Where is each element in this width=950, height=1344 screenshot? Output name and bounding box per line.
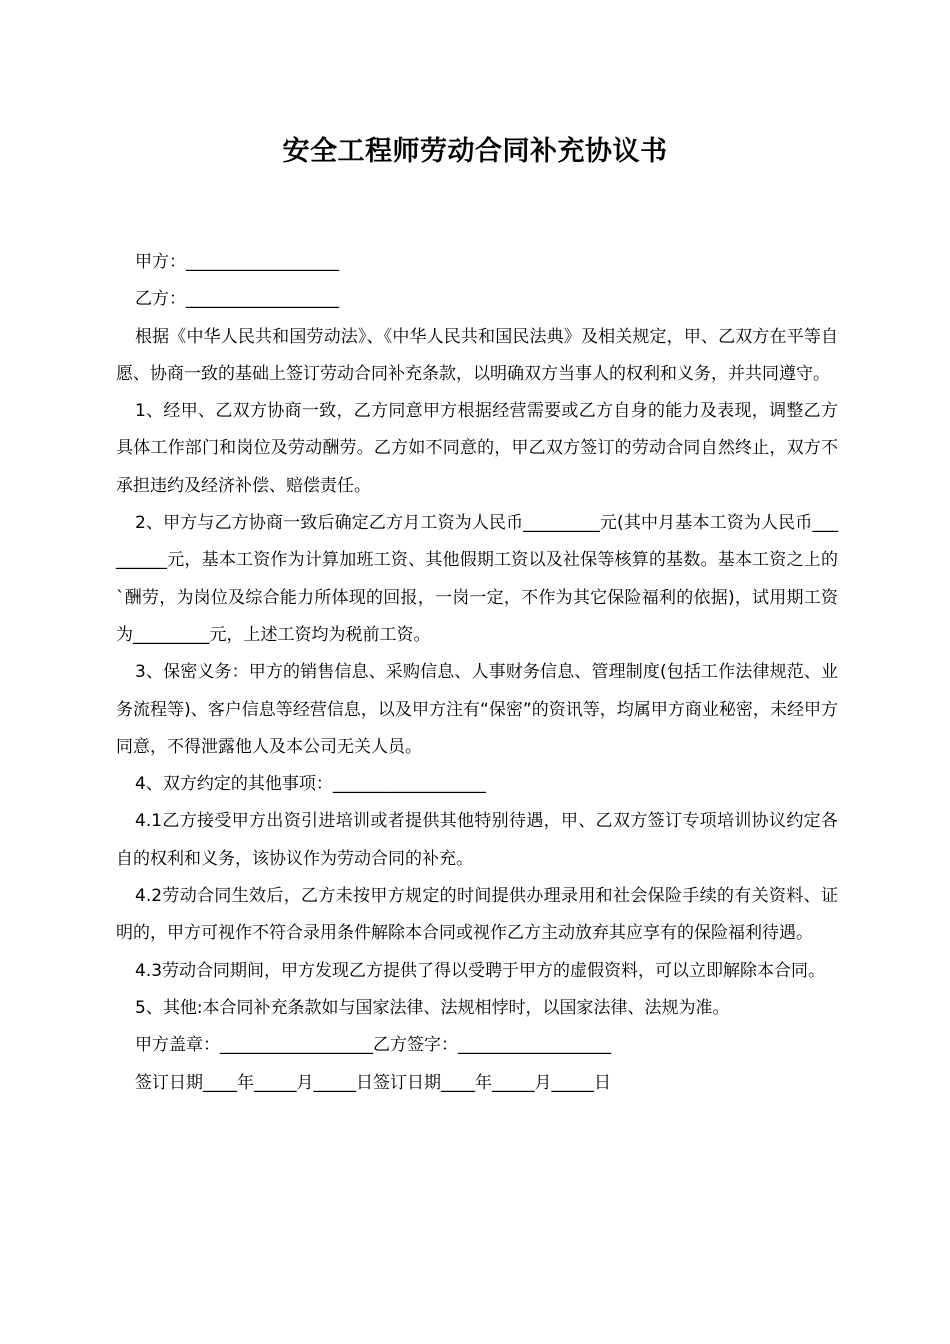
clause-4-paragraph: 4、双方约定的其他事项：__________________	[135, 774, 486, 795]
party-a-line: 甲方：__________________	[135, 252, 339, 272]
party-b-line: 乙方：__________________	[135, 289, 339, 310]
clause-4-3-paragraph: 4.3劳动合同期间，甲方发现乙方提供了得以受聘于甲方的虚假资料，可以立即解除本合同。	[135, 960, 826, 981]
document-body	[116, 244, 838, 1102]
clause-5-paragraph: 5、其他:本合同补充条款如与国家法律、法规相悖时，以国家法律、法规为准。	[135, 997, 730, 1018]
signature-line: 甲方盖章：__________________乙方签字：__________________	[135, 1035, 611, 1056]
clause-4-2-paragraph: 4.2劳动合同生效后，乙方未按甲方规定的时间提供办理录用和社会保险手续的有关资料、证明的，甲方可视作不符合录用条件解除本合同或视作乙方主动放弃其应享有的保险福利待遇。	[116, 886, 838, 944]
preamble-paragraph: 根据《中华人民共和国劳动法》、《中华人民共和国民法典》及相关规定，甲、乙双方在平等自愿、协商一致的基础上签订劳动合同补充条款，以明确双方当事人的权利和义务，并共同遵守。	[116, 326, 838, 384]
clause-1-paragraph: 1、经甲、乙双方协商一致，乙方同意甲方根据经营需要或乙方自身的能力及表现，调整乙方具体工作部门和岗位及劳动酬劳。乙方如不同意的，甲乙双方签订的劳动合同自然终止，双方不承担违约及经济补偿、赔偿责任。	[116, 401, 838, 496]
document-title: 安全工程师劳动合同补充协议书	[282, 136, 668, 167]
clause-3-paragraph: 3、保密义务：甲方的销售信息、采购信息、人事财务信息、管理制度(包括工作法律规范、业务流程等)、客户信息等经营信息，以及甲方注有“保密”的资讯等，均属甲方商业秘密，未经甲方同意，不得泄露他人及本公司无关人员。	[116, 662, 838, 757]
clause-4-1-paragraph: 4.1乙方接受甲方出资引进培训或者提供其他特别待遇，甲、乙双方签订专项培训协议约定各自的权利和义务，该协议作为劳动合同的补充。	[116, 811, 838, 869]
clause-2-paragraph: 2、甲方与乙方协商一致后确定乙方月工资为人民币_________元(其中月基本工资为人民币_________元，基本工资作为计算加班工资、其他假期工资以及社保等核算的基数。基本工资之上的`酬劳，为岗位及综合能力所体现的回报，一岗一定，不作为其它保险福利的依据)，试用期工资为_________元，上述工资均为税前工资。	[116, 513, 838, 645]
date-line: 签订日期____年_____月_____日签订日期____年_____月_____日	[135, 1072, 611, 1093]
